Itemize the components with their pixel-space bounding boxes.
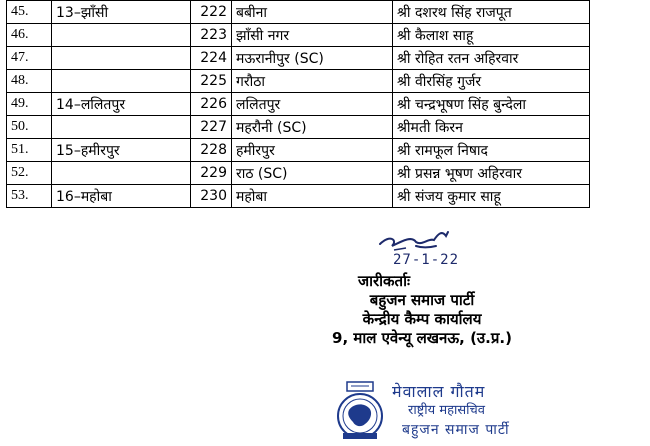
candidate-table [6,0,590,208]
constituency-number: 227 [191,116,232,139]
district-name [52,162,191,185]
candidate-name: श्रीमती किरन [393,116,590,139]
candidate-name: श्री चन्द्रभूषण सिंह बुन्देला [393,93,590,116]
serial-number: 48. [7,70,52,93]
district-name [52,24,191,47]
serial-number: 46. [7,24,52,47]
table-row [7,70,590,93]
candidate-name: श्री कैलाश साहू [393,24,590,47]
table-row [7,139,590,162]
constituency-name: मऊरानीपुर (SC) [232,47,393,70]
candidate-name: श्री संजय कुमार साहू [393,185,590,208]
district-name: 15–हमीरपुर [52,139,191,162]
table-row [7,116,590,139]
candidate-name: श्री रामफूल निषाद [393,139,590,162]
table-row [7,93,590,116]
constituency-number: 228 [191,139,232,162]
serial-number: 45. [7,1,52,24]
constituency-name: हमीरपुर [232,139,393,162]
constituency-number: 229 [191,162,232,185]
candidate-name: श्री वीरसिंह गुर्जर [393,70,590,93]
constituency-name: महोबा [232,185,393,208]
constituency-name: बबीना [232,1,393,24]
district-name: 13–झाँसी [52,1,191,24]
table-row [7,47,590,70]
serial-number: 50. [7,116,52,139]
district-name [52,47,191,70]
table-row [7,1,590,24]
stamp-party: बहुजन समाज पार्टी [402,422,510,438]
party-name: बहुजन समाज पार्टी [369,291,475,309]
constituency-number: 226 [191,93,232,116]
constituency-name: राठ (SC) [232,162,393,185]
stamp-name: मेवालाल गौतम [392,382,486,401]
party-emblem-icon [333,380,387,442]
district-name [52,116,191,139]
candidate-table-body [7,1,590,208]
district-name [52,70,191,93]
stamp-title: राष्ट्रीय महासचिव [408,403,485,418]
constituency-name: ललितपुर [232,93,393,116]
constituency-number: 225 [191,70,232,93]
table-row [7,162,590,185]
table-row [7,24,590,47]
constituency-number: 230 [191,185,232,208]
issued-by-label: जारीकर्ताः [358,272,411,290]
serial-number: 47. [7,47,52,70]
constituency-name: महरौनी (SC) [232,116,393,139]
constituency-number: 224 [191,47,232,70]
candidate-name: श्री प्रसन्न भूषण अहिरवार [393,162,590,185]
office-name: केन्द्रीय कैम्प कार्यालय [362,310,482,328]
constituency-name: झाँसी नगर [232,24,393,47]
constituency-number: 222 [191,1,232,24]
candidate-name: श्री रोहित रतन अहिरवार [393,47,590,70]
constituency-name: गरौठा [232,70,393,93]
serial-number: 52. [7,162,52,185]
serial-number: 53. [7,185,52,208]
issuer-block [252,272,592,348]
official-stamp [392,382,542,440]
serial-number: 51. [7,139,52,162]
constituency-number: 223 [191,24,232,47]
candidate-name: श्री दशरथ सिंह राजपूत [393,1,590,24]
office-address: 9, माल एवेन्यू लखनऊ, (उ.प्र.) [332,329,512,347]
table-row [7,185,590,208]
serial-number: 49. [7,93,52,116]
signature-date: 27-1-22 [393,252,460,268]
district-name: 16–महोबा [52,185,191,208]
district-name: 14–ललितपुर [52,93,191,116]
